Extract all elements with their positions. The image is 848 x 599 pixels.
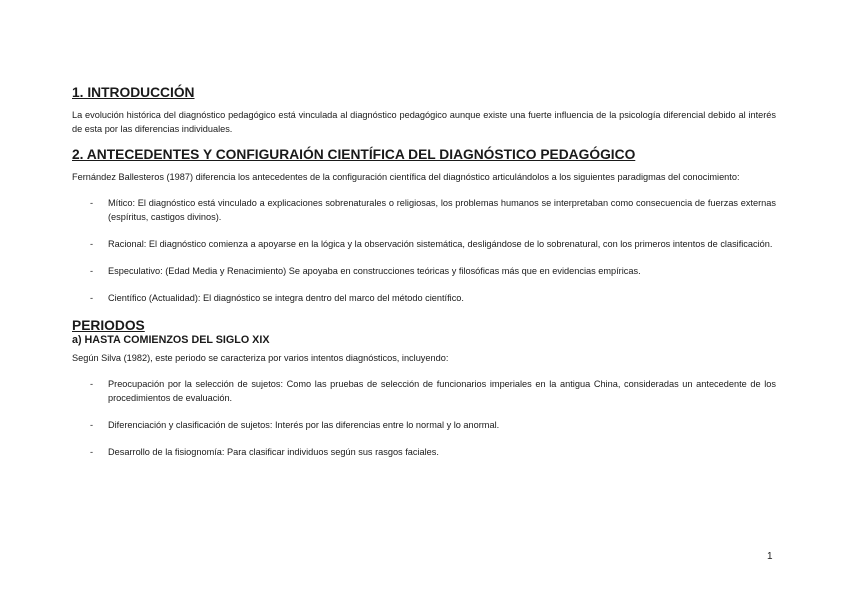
page-number: 1 (767, 551, 773, 562)
paradigm-text: Científico (Actualidad): El diagnóstico se integra dentro del marco del método científico. (108, 293, 464, 303)
paradigm-text: Mítico: El diagnóstico está vinculado a explicaciones sobrenaturales o religiosas, los problemas humanos se interpretaban como consecuencia de fuerzas externas (espíritus, castigos divinos). (108, 198, 776, 222)
paradigm-text: Especulativo: (Edad Media y Renacimiento) Se apoyaba en construcciones teóricas y filosóficas más que en evidencias empíricas. (108, 266, 641, 276)
period-item-text: Desarrollo de la fisiognomía: Para clasificar individuos según sus rasgos faciales. (108, 447, 439, 457)
dash-bullet: - (90, 379, 94, 389)
periods-heading: PERIODOS (72, 318, 145, 333)
dash-bullet: - (90, 266, 94, 276)
periods-intro: Según Silva (1982), este periodo se caracteriza por varios intentos diagnósticos, incluyendo: (72, 353, 449, 363)
dash-bullet: - (90, 198, 94, 208)
list-item (72, 264, 776, 278)
period-item-text: Preocupación por la selección de sujetos: Como las pruebas de selección de funcionarios imperiales en la antigua China, consideradas un antecedente de los procedimientos de evaluación. (108, 379, 776, 403)
periods-subheading: a) HASTA COMIENZOS DEL SIGLO XIX (72, 334, 270, 346)
list-item (72, 445, 776, 459)
paradigm-text: Racional: El diagnóstico comienza a apoyarse en la lógica y la observación sistemática, desligándose de lo sobrenatural, con los primeros intentos de clasificación. (108, 239, 773, 249)
periods-list (72, 377, 776, 459)
dash-bullet: - (90, 239, 94, 249)
document-body (72, 86, 776, 459)
section-2-intro: Fernández Ballesteros (1987) diferencia los antecedentes de la configuración científica del diagnóstico articulándolos a los siguientes paradigmas del conocimiento: (72, 172, 740, 182)
section-1-paragraph: La evolución histórica del diagnóstico pedagógico está vinculada al diagnóstico pedagógico aunque existe una fuerte influencia de la psicología diferencial debido al interés de esta por las diferencias individuales. (72, 110, 776, 134)
list-item (72, 237, 776, 251)
section-2-heading: 2. ANTECEDENTES Y CONFIGURAIÓN CIENTÍFICA DEL DIAGNÓSTICO PEDAGÓGICO (72, 147, 636, 162)
list-item (72, 418, 776, 432)
period-item-text: Diferenciación y clasificación de sujetos: Interés por las diferencias entre lo normal y lo anormal. (108, 420, 500, 430)
list-item (72, 291, 776, 305)
list-item (72, 377, 776, 405)
dash-bullet: - (90, 420, 94, 430)
list-item (72, 196, 776, 224)
section-1-heading: 1. INTRODUCCIÓN (72, 85, 195, 100)
dash-bullet: - (90, 447, 94, 457)
dash-bullet: - (90, 293, 94, 303)
paradigm-list (72, 196, 776, 305)
